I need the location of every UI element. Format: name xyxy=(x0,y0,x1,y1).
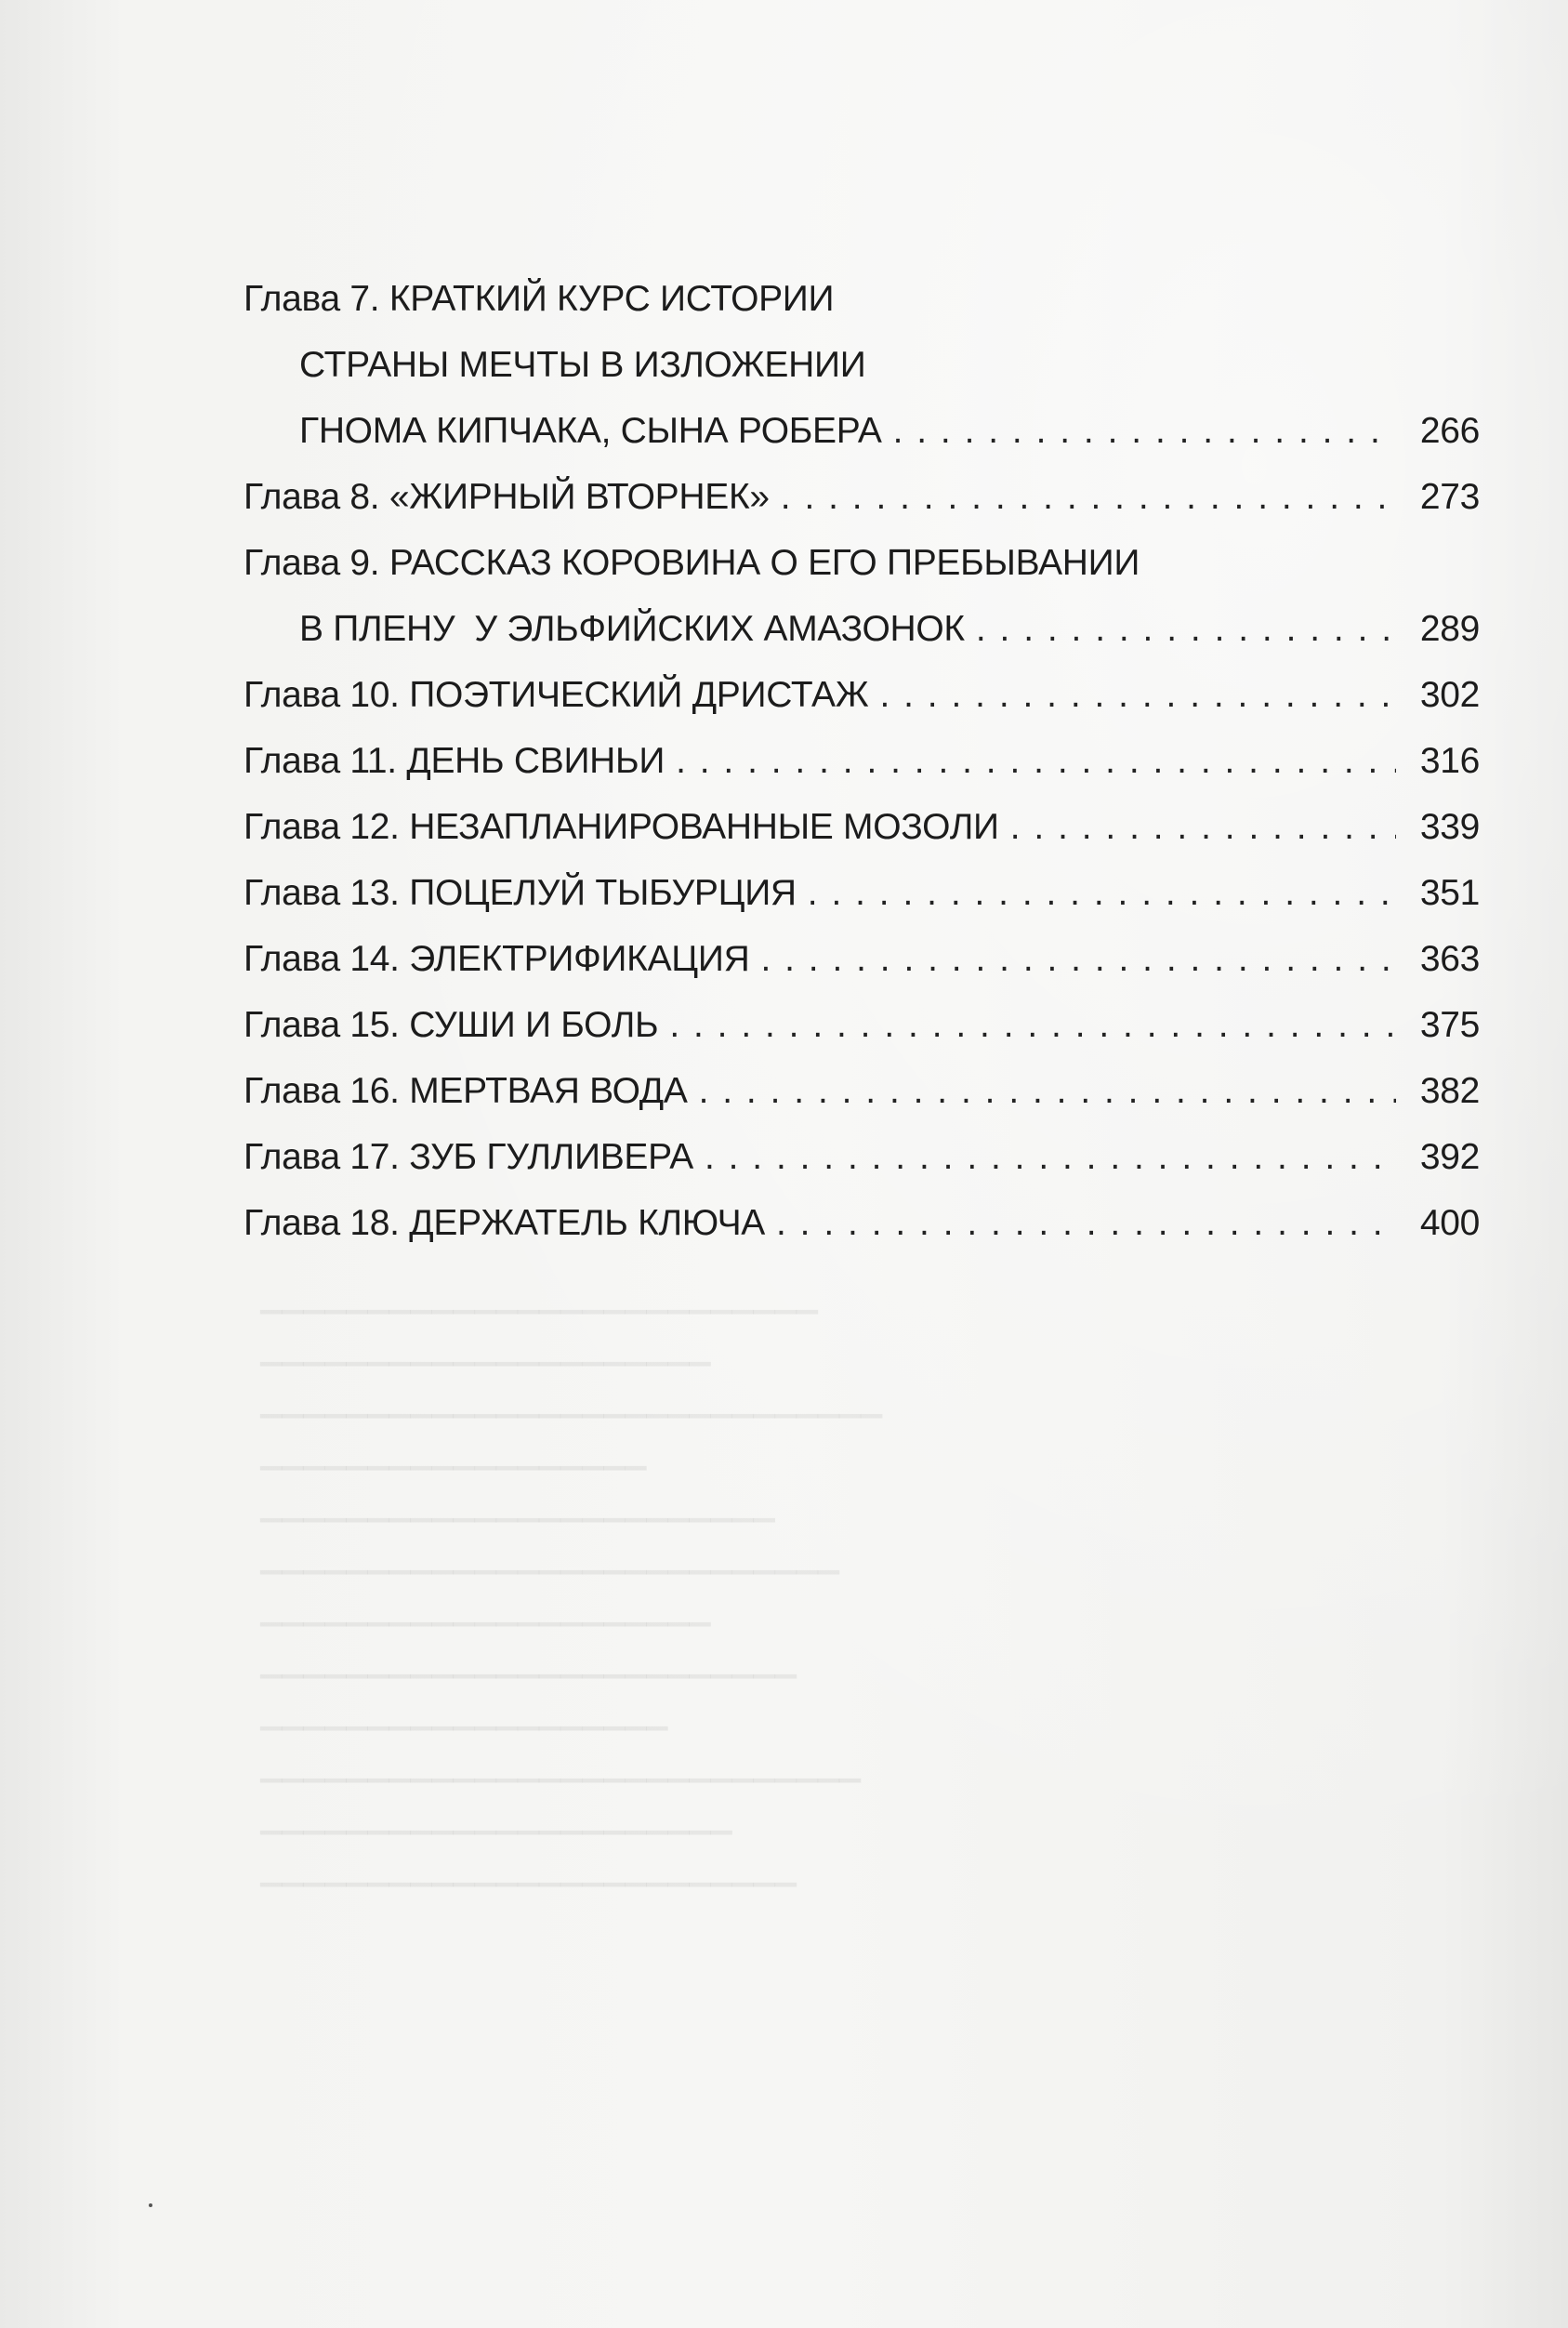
dot-leader xyxy=(781,477,1396,518)
chapter-label: Глава 18. xyxy=(244,1203,400,1243)
table-of-contents xyxy=(244,279,1480,1269)
dot-leader xyxy=(976,609,1396,650)
chapter-title: ЭЛЕКТРИФИКАЦИЯ xyxy=(409,939,750,979)
toc-entry-7-line-1 xyxy=(244,279,1480,345)
chapter-title: СТРАНЫ МЕЧТЫ В ИЗЛОЖЕНИИ xyxy=(299,345,866,385)
dot-leader xyxy=(699,1071,1396,1112)
chapter-label: Глава 10. xyxy=(244,675,400,715)
toc-entry-18 xyxy=(244,1203,1480,1269)
toc-entry-7-line-3 xyxy=(244,411,1480,477)
dot-leader xyxy=(776,1203,1396,1244)
chapter-label: Глава 15. xyxy=(244,1005,400,1045)
page-number: 316 xyxy=(1419,741,1480,781)
dot-leader xyxy=(1010,807,1396,848)
toc-entry-15 xyxy=(244,1005,1480,1071)
chapter-title: РАССКАЗ КОРОВИНА О ЕГО ПРЕБЫВАНИИ xyxy=(389,543,1140,583)
page-number: 351 xyxy=(1419,873,1480,913)
chapter-label: Глава 9. xyxy=(244,543,380,583)
dot-leader xyxy=(676,741,1396,782)
dot-leader xyxy=(705,1137,1396,1178)
chapter-label: Глава 14. xyxy=(244,939,400,979)
show-through-text: ▔▔▔▔▔▔▔▔▔▔▔▔▔▔▔▔▔▔▔▔▔▔▔▔▔▔ ▔▔▔▔▔▔▔▔▔▔▔▔▔▔▔▔▔▔▔▔▔ ▔▔▔▔▔▔▔▔▔▔▔▔▔▔▔▔▔▔▔▔▔▔▔▔▔▔▔▔▔ ▔▔▔▔▔▔▔▔▔▔▔▔▔▔▔▔▔▔ ▔▔▔▔▔▔▔▔▔▔▔▔▔▔▔▔▔▔▔▔▔▔▔▔ ▔▔▔▔▔▔▔▔▔▔▔▔▔▔▔▔▔▔▔▔▔▔▔▔▔▔▔ ▔▔▔▔▔▔▔▔▔▔▔▔▔▔▔▔▔▔▔▔▔ ▔▔▔▔▔▔▔▔▔▔▔▔▔▔▔▔▔▔▔▔▔▔▔▔▔ ▔▔▔▔▔▔▔▔▔▔▔▔▔▔▔▔▔▔▔ ▔▔▔▔▔▔▔▔▔▔▔▔▔▔▔▔▔▔▔▔▔▔▔▔▔▔▔▔ ▔▔▔▔▔▔▔▔▔▔▔▔▔▔▔▔▔▔▔▔▔▔ ▔▔▔▔▔▔▔▔▔▔▔▔▔▔▔▔▔▔▔▔▔▔▔▔▔ xyxy=(260,1312,883,1915)
chapter-title: «ЖИРНЫЙ ВТОРНЕК» xyxy=(389,477,770,517)
chapter-title: ДЕНЬ СВИНЬИ xyxy=(406,741,665,781)
page-number: 266 xyxy=(1419,411,1480,451)
chapter-label: Глава 17. xyxy=(244,1137,400,1177)
chapter-title: ПОЦЕЛУЙ ТЫБУРЦИЯ xyxy=(409,873,797,913)
dot-leader xyxy=(669,1005,1396,1046)
page-number: 392 xyxy=(1419,1137,1480,1177)
chapter-title: КРАТКИЙ КУРС ИСТОРИИ xyxy=(389,279,835,319)
dot-leader xyxy=(879,675,1396,716)
page-number: 363 xyxy=(1419,939,1480,979)
toc-entry-13 xyxy=(244,873,1480,939)
page-number: 400 xyxy=(1419,1203,1480,1243)
chapter-label: Глава 8. xyxy=(244,477,380,517)
toc-entry-9-line-2 xyxy=(244,609,1480,675)
toc-entry-10 xyxy=(244,675,1480,741)
toc-entry-12 xyxy=(244,807,1480,873)
dot-leader xyxy=(893,411,1396,452)
toc-entry-14 xyxy=(244,939,1480,1005)
page-number: 339 xyxy=(1419,807,1480,847)
toc-entry-9-line-1 xyxy=(244,543,1480,609)
chapter-title: СУШИ И БОЛЬ xyxy=(409,1005,659,1045)
chapter-label: Глава 11. xyxy=(244,741,397,781)
chapter-label: Глава 7. xyxy=(244,279,380,319)
toc-entry-11 xyxy=(244,741,1480,807)
toc-entry-17 xyxy=(244,1137,1480,1203)
print-speck xyxy=(149,2203,152,2207)
page-number: 382 xyxy=(1419,1071,1480,1111)
toc-entry-16 xyxy=(244,1071,1480,1137)
dot-leader xyxy=(760,939,1396,980)
chapter-title: В ПЛЕНУ У ЭЛЬФИЙСКИХ АМАЗОНОК xyxy=(299,609,965,649)
chapter-label: Глава 12. xyxy=(244,807,400,847)
chapter-title: ДЕРЖАТЕЛЬ КЛЮЧА xyxy=(409,1203,766,1243)
page-number: 273 xyxy=(1419,477,1480,517)
toc-entry-8 xyxy=(244,477,1480,543)
chapter-label: Глава 16. xyxy=(244,1071,400,1111)
chapter-title: НЕЗАПЛАНИРОВАННЫЕ МОЗОЛИ xyxy=(409,807,999,847)
page-number: 302 xyxy=(1419,675,1480,715)
chapter-title: ЗУБ ГУЛЛИВЕРА xyxy=(409,1137,693,1177)
dot-leader xyxy=(808,873,1396,914)
toc-entry-7-line-2 xyxy=(244,345,1480,411)
page-number: 289 xyxy=(1419,609,1480,649)
chapter-title: ПОЭТИЧЕСКИЙ ДРИСТАЖ xyxy=(409,675,869,715)
page-number: 375 xyxy=(1419,1005,1480,1045)
chapter-title: МЕРТВАЯ ВОДА xyxy=(409,1071,688,1111)
chapter-title: ГНОМА КИПЧАКА, СЫНА РОБЕРА xyxy=(299,411,882,451)
chapter-label: Глава 13. xyxy=(244,873,400,913)
